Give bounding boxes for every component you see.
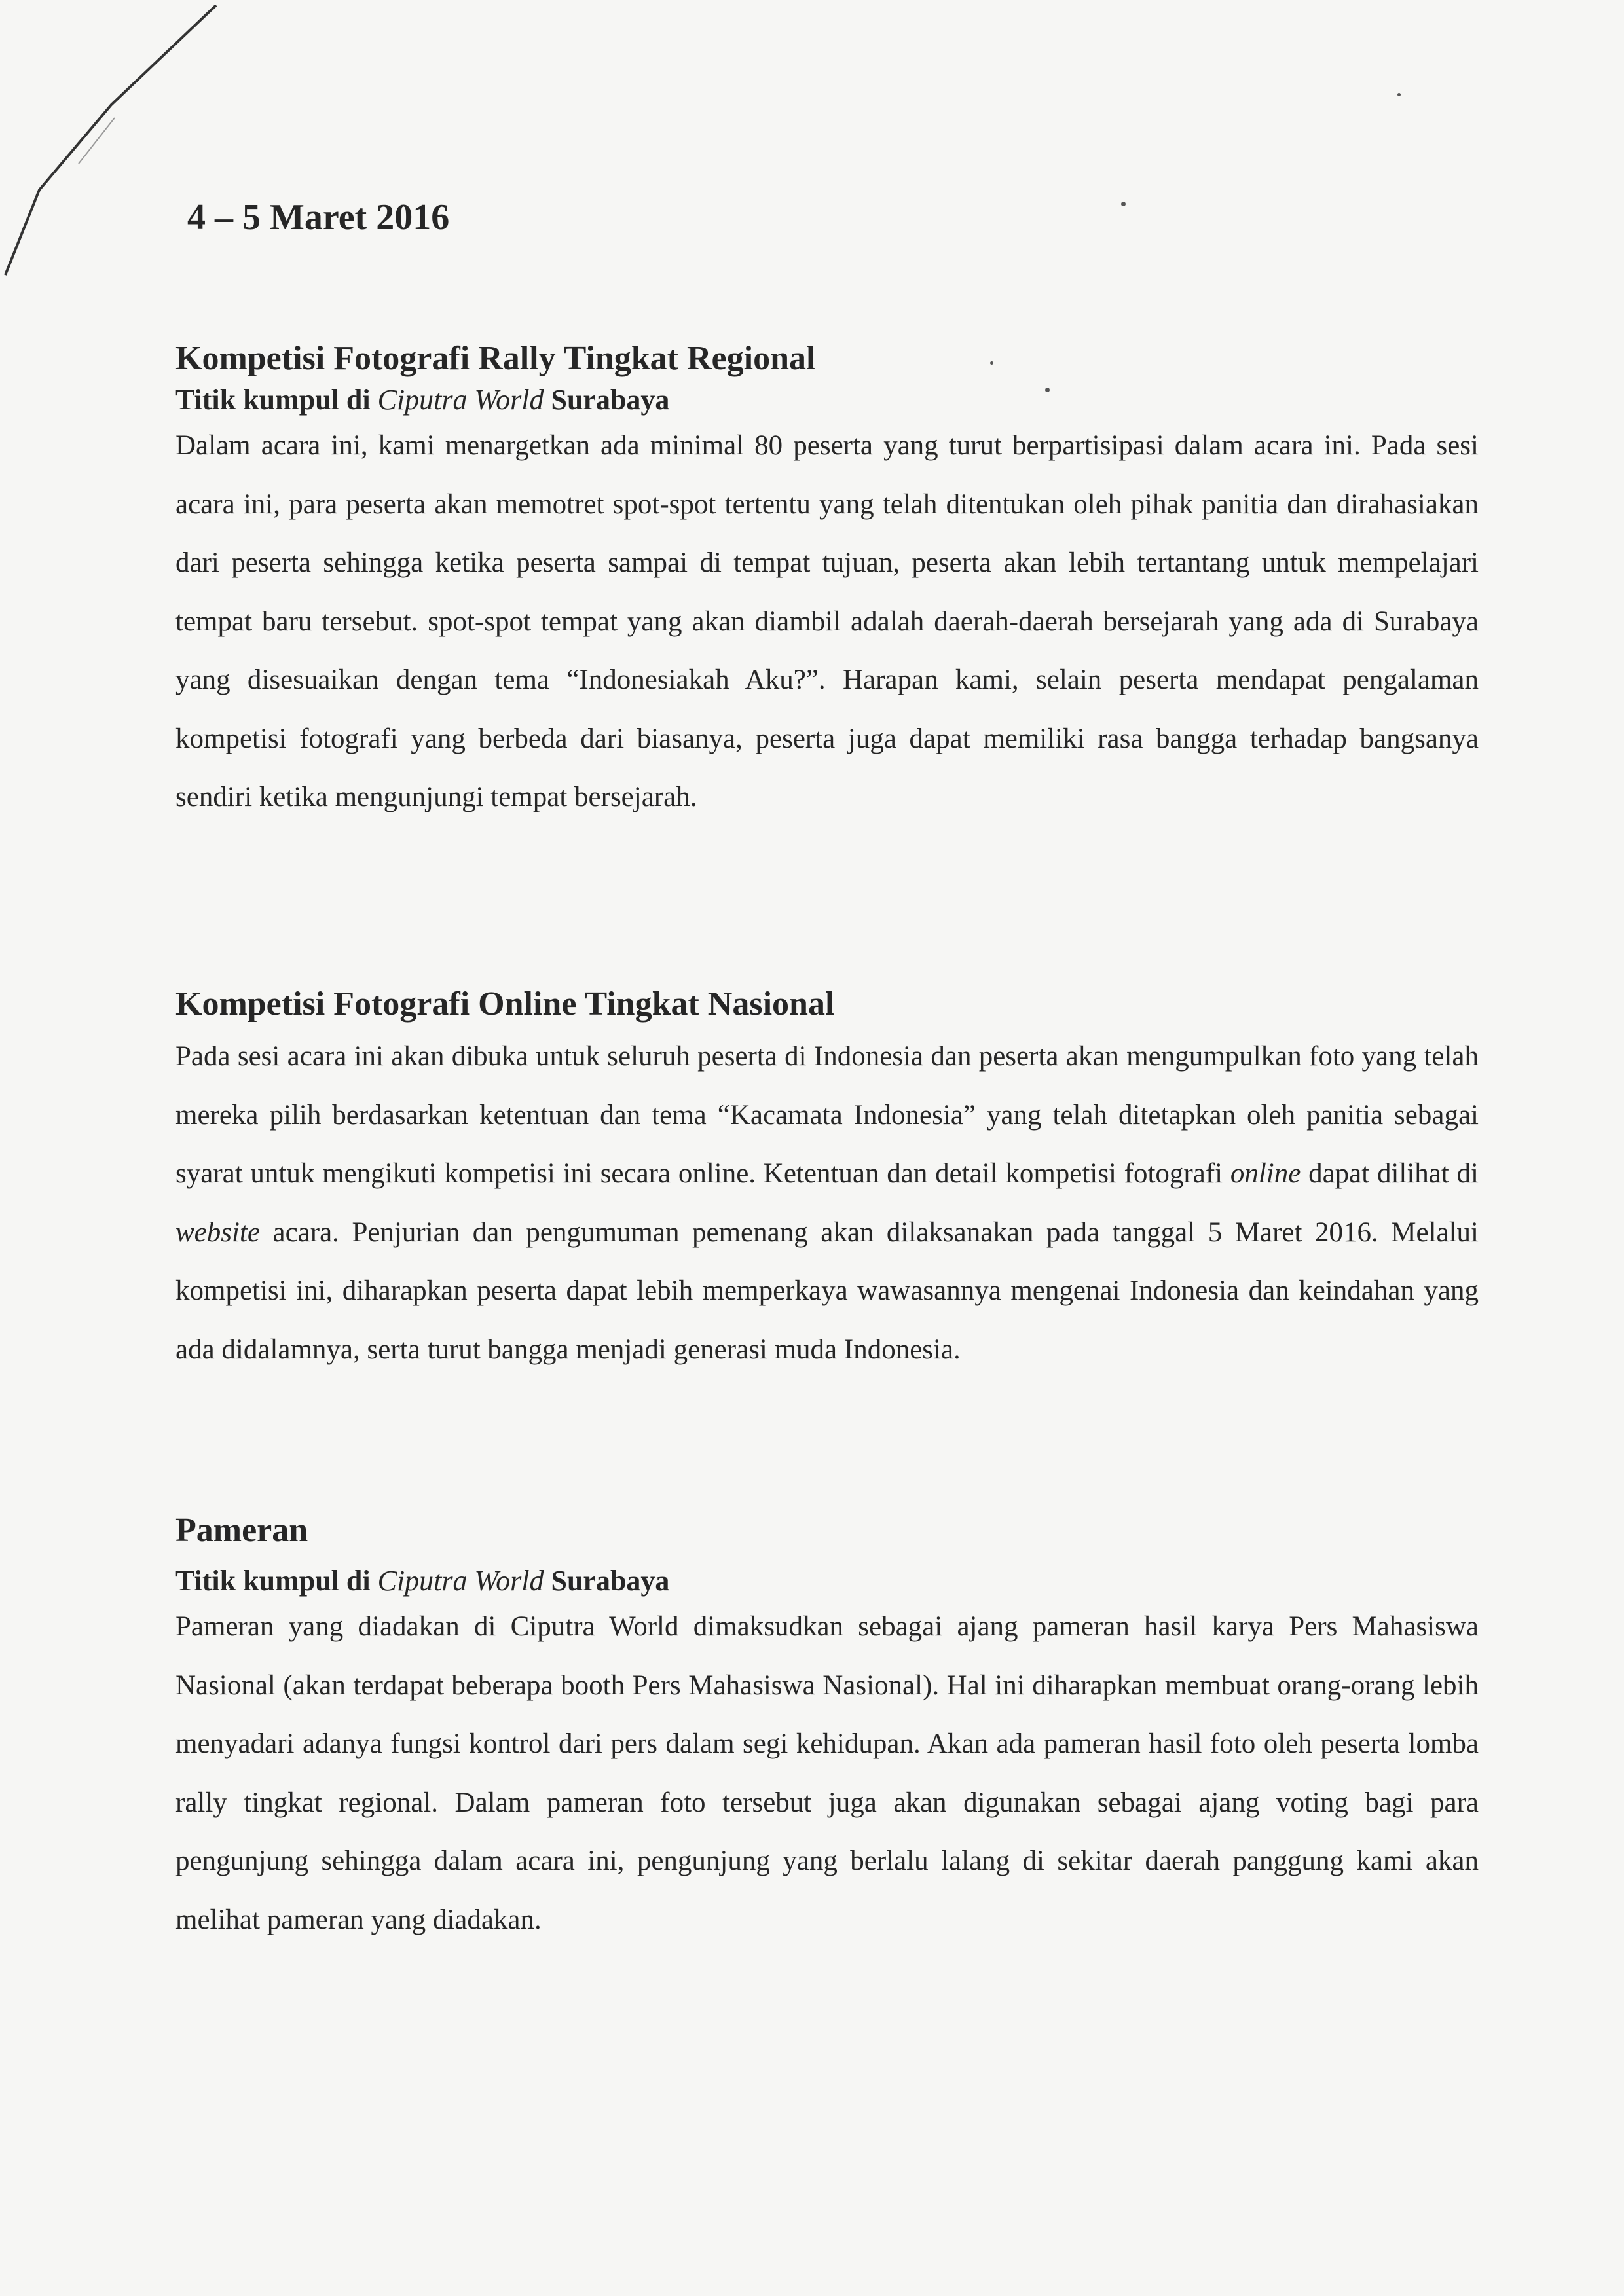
section-body: Pameran yang diadakan di Ciputra World dimaksudkan sebagai ajang pameran hasil karya Pers Mahasiswa Nasional (akan terdapat beberapa booth Pers Mahasiswa Nasional). Hal ini diharapkan membuat orang-orang lebih menyadari adanya fungsi kontrol dari pers dalam segi kehidupan. Akan ada pameran hasil foto oleh peserta lomba rally tingkat regional. Dalam pameran foto tersebut juga akan digunakan sebagai ajang voting bagi para pengunjung sehingga dalam acara ini, pengunjung yang berlalu lalang di sekitar daerah panggung kami akan melihat pameran yang diadakan. [175,1611,1479,1935]
section-title: Kompetisi Fotografi Online Tingkat Nasional [175,985,835,1023]
section-online-nasional [175,985,1479,1379]
section-title: Pameran [175,1512,308,1549]
section-title: Kompetisi Fotografi Rally Tingkat Regional [175,340,816,377]
section-body: Dalam acara ini, kami menargetkan ada minimal 80 peserta yang turut berpartisipasi dalam acara ini. Pada sesi acara ini, para peserta akan memotret spot-spot tertentu yang telah ditentukan oleh pihak panitia dan dirahasiakan dari peserta sehingga ketika peserta sampai di tempat tujuan, peserta akan lebih tertantang untuk mempelajari tempat baru tersebut. spot-spot tempat yang akan diambil adalah daerah-daerah bersejarah yang ada di Surabaya yang disesuaikan dengan tema “Indonesiakah Aku?”. Harapan kami, selain peserta mendapat pengalaman kompetisi fotografi yang berbeda dari biasanya, peserta juga dapat memiliki rasa bangga terhadap bangsanya sendiri ketika mengunjungi tempat bersejarah. [175,430,1479,812]
scan-speck [1397,93,1401,96]
scan-speck [1121,202,1126,206]
section-body: Pada sesi acara ini akan dibuka untuk seluruh peserta di Indonesia dan peserta akan mengumpulkan foto yang telah mereka pilih berdasarkan ketentuan dan tema “Kacamata Indonesia” yang telah ditetapkan oleh panitia sebagai syarat untuk mengikuti kompetisi ini secara online. Ketentuan dan detail kompetisi fotografi online dapat dilihat di website acara. Penjurian dan pengumuman pemenang akan dilaksanakan pada tanggal 5 Maret 2016. Melalui kompetisi ini, diharapkan peserta dapat lebih memperkaya wawasannya mengenai Indonesia dan keindahan yang ada didalamnya, serta turut bangga menjadi generasi muda Indonesia. [175,1041,1479,1365]
paper-fold-line [0,0,262,295]
section-rally-regional [175,339,1479,827]
section-subtitle: Titik kumpul di Ciputra World Surabaya [175,384,670,416]
section-subtitle: Titik kumpul di Ciputra World Surabaya [175,1565,670,1597]
date-heading: 4 – 5 Maret 2016 [187,197,450,238]
section-pameran [175,1511,1479,1949]
